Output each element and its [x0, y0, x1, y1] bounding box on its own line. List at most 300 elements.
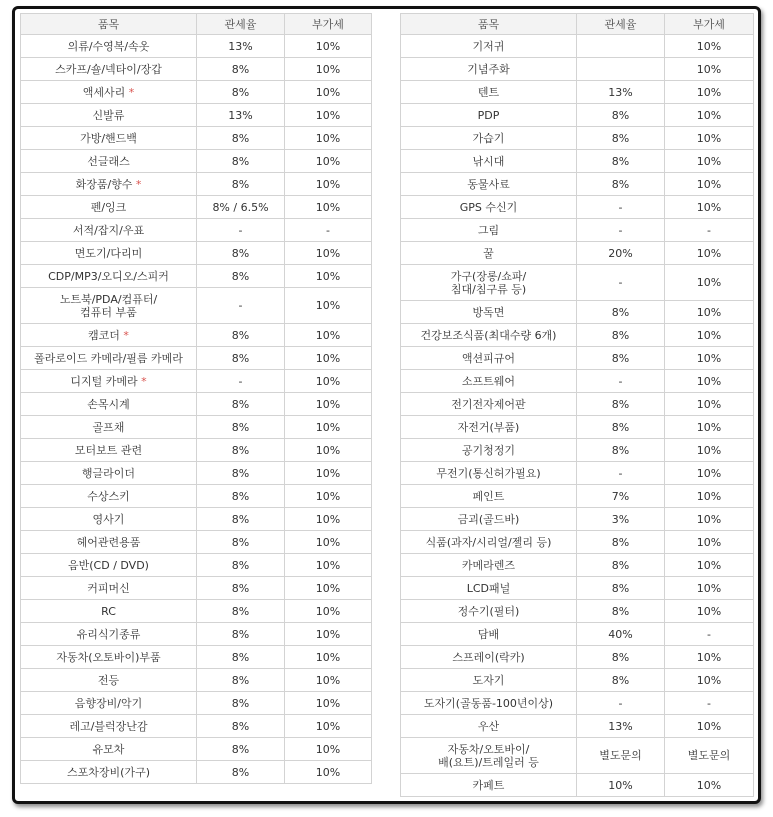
item-text: 텐트: [477, 85, 500, 99]
item-text: 그림: [477, 223, 500, 237]
table-row: [401, 462, 754, 485]
item-text: 신발류: [92, 108, 125, 122]
duty-cell: 8%: [197, 58, 285, 81]
table-row: [21, 347, 372, 370]
item-cell: [21, 600, 197, 623]
duty-cell: 8%: [577, 347, 665, 370]
item-text: 음향장비/악기: [74, 696, 143, 710]
vat-cell: 10%: [665, 554, 754, 577]
item-text: 기념주화: [467, 62, 510, 76]
table-row: [21, 554, 372, 577]
duty-cell: 13%: [197, 104, 285, 127]
vat-cell: 10%: [665, 646, 754, 669]
item-text: 자전거(부품): [457, 420, 520, 434]
tariff-table-right: [400, 13, 754, 797]
item-text: 자동차(오토바이)부품: [56, 650, 161, 664]
item-cell: [21, 127, 197, 150]
vat-cell: 10%: [665, 370, 754, 393]
item-cell: [401, 35, 577, 58]
duty-cell: 8%: [197, 81, 285, 104]
table-row: [401, 127, 754, 150]
item-text: 스포차장비(가구): [67, 765, 150, 779]
table-row: [21, 196, 372, 219]
item-cell: [401, 485, 577, 508]
vat-cell: 10%: [665, 301, 754, 324]
item-text: 스카프/숄/넥타이/장갑: [55, 62, 162, 76]
vat-cell: 10%: [285, 265, 372, 288]
table-row: [21, 393, 372, 416]
table-row: [21, 81, 372, 104]
table-row: [401, 554, 754, 577]
item-cell: [21, 531, 197, 554]
item-text: 유모차: [92, 742, 125, 756]
duty-cell: 8%: [197, 150, 285, 173]
table-row: [21, 242, 372, 265]
item-cell: [21, 439, 197, 462]
item-cell: [401, 150, 577, 173]
table-row: [21, 531, 372, 554]
vat-cell: 10%: [665, 416, 754, 439]
vat-cell: 10%: [285, 462, 372, 485]
item-cell: [21, 485, 197, 508]
item-cell: [21, 347, 197, 370]
vat-cell: -: [665, 692, 754, 715]
item-cell: [401, 715, 577, 738]
duty-cell: 20%: [577, 242, 665, 265]
item-cell: [401, 219, 577, 242]
duty-cell: 8%: [197, 600, 285, 623]
duty-cell: 8%: [197, 462, 285, 485]
item-cell: [21, 324, 197, 347]
table-row: [401, 324, 754, 347]
table-row: [21, 127, 372, 150]
duty-cell: 8%: [577, 669, 665, 692]
table-row: [401, 196, 754, 219]
duty-cell: 8%: [197, 265, 285, 288]
vat-cell: 10%: [665, 531, 754, 554]
item-text: 헤어관련용품: [76, 535, 141, 549]
vat-cell: 10%: [285, 35, 372, 58]
item-text: 침대/침구류 등): [450, 282, 527, 296]
table-row: [21, 508, 372, 531]
item-cell: [21, 58, 197, 81]
item-text: 골프채: [92, 420, 125, 434]
item-text: 카메라렌즈: [461, 558, 516, 572]
vat-cell: -: [665, 219, 754, 242]
table-row: [401, 219, 754, 242]
table-row: [21, 623, 372, 646]
item-text: 가구(장롱/쇼파/: [450, 269, 527, 283]
table-row: [21, 646, 372, 669]
item-cell: [401, 173, 577, 196]
item-text: 영사기: [92, 512, 125, 526]
duty-cell: -: [577, 370, 665, 393]
item-text: 낚시대: [472, 154, 505, 168]
vat-cell: 10%: [665, 715, 754, 738]
vat-cell: 10%: [285, 370, 372, 393]
duty-cell: -: [577, 692, 665, 715]
vat-cell: 10%: [665, 104, 754, 127]
item-text: RC: [101, 604, 116, 618]
duty-cell: 13%: [197, 35, 285, 58]
duty-cell: 8%: [577, 646, 665, 669]
duty-cell: 8%: [577, 173, 665, 196]
vat-cell: 10%: [285, 173, 372, 196]
table-row: [401, 531, 754, 554]
table-row: [401, 738, 754, 774]
vat-cell: 10%: [665, 58, 754, 81]
duty-cell: 8%: [577, 531, 665, 554]
item-cell: [21, 35, 197, 58]
duty-cell: 13%: [577, 715, 665, 738]
required-marker: *: [137, 374, 147, 388]
item-text: 우산: [477, 719, 500, 733]
table-row: [401, 774, 754, 797]
header-row: [21, 14, 372, 35]
duty-cell: 8%: [197, 508, 285, 531]
table-row: [401, 692, 754, 715]
item-text: 화장품/향수: [75, 177, 133, 191]
item-cell: [401, 669, 577, 692]
table-row: [21, 600, 372, 623]
vat-cell: 10%: [665, 669, 754, 692]
item-cell: [401, 370, 577, 393]
item-cell: [401, 81, 577, 104]
item-cell: [401, 508, 577, 531]
table-row: [21, 692, 372, 715]
table-row: [21, 370, 372, 393]
item-text: 금괴(골드바): [457, 512, 520, 526]
duty-cell: -: [577, 265, 665, 301]
item-text: CDP/MP3/오디오/스피커: [48, 269, 169, 283]
item-cell: [401, 301, 577, 324]
item-text: 캠코더: [88, 328, 120, 342]
item-text: 커피머신: [87, 581, 130, 595]
vat-cell: 10%: [285, 623, 372, 646]
item-text: 컴퓨터 부품: [80, 305, 137, 319]
vat-cell: 10%: [285, 416, 372, 439]
header-item: 품목: [401, 14, 577, 35]
table-row: [401, 393, 754, 416]
vat-cell: 10%: [665, 462, 754, 485]
vat-cell: 10%: [285, 439, 372, 462]
item-text: 페인트: [472, 489, 505, 503]
vat-cell: 10%: [665, 242, 754, 265]
table-row: [21, 577, 372, 600]
item-text: 행글라이더: [81, 466, 136, 480]
duty-cell: 8%: [197, 127, 285, 150]
duty-cell: [577, 35, 665, 58]
item-text: PDP: [477, 108, 500, 122]
vat-cell: 10%: [665, 324, 754, 347]
item-cell: [21, 462, 197, 485]
duty-cell: 8%: [197, 669, 285, 692]
vat-cell: 10%: [665, 265, 754, 301]
duty-cell: 8%: [197, 439, 285, 462]
item-text: 모터보트 관련: [74, 443, 143, 457]
table-row: [21, 715, 372, 738]
vat-cell: 10%: [285, 393, 372, 416]
vat-cell: 10%: [285, 150, 372, 173]
item-cell: [21, 738, 197, 761]
duty-cell: 8%: [197, 531, 285, 554]
item-text: 건강보조식품(최대수량 6개): [420, 328, 557, 342]
item-text: 선글래스: [87, 154, 130, 168]
header-vat: 부가세: [665, 14, 754, 35]
duty-cell: 8%: [197, 416, 285, 439]
item-text: 배(요트)/트레일러 등: [438, 755, 539, 769]
table-row: [401, 715, 754, 738]
item-cell: [401, 127, 577, 150]
duty-cell: 8%: [577, 301, 665, 324]
duty-cell: 8%: [577, 104, 665, 127]
table-row: [401, 347, 754, 370]
item-text: 도자기(골동품-100년이상): [423, 696, 554, 710]
item-cell: [21, 554, 197, 577]
required-marker: *: [132, 177, 142, 191]
item-cell: [21, 219, 197, 242]
duty-cell: 3%: [577, 508, 665, 531]
vat-cell: 10%: [665, 600, 754, 623]
vat-cell: 10%: [285, 508, 372, 531]
duty-cell: 8%: [577, 393, 665, 416]
item-text: 꿀: [483, 246, 494, 260]
table-row: [21, 104, 372, 127]
item-cell: [21, 416, 197, 439]
required-marker: *: [119, 328, 129, 342]
item-text: 방독면: [472, 305, 505, 319]
item-cell: [21, 393, 197, 416]
item-text: 스프레이(락카): [452, 650, 525, 664]
item-cell: [401, 347, 577, 370]
duty-cell: 8%: [197, 242, 285, 265]
item-cell: [21, 370, 197, 393]
table-row: [401, 439, 754, 462]
duty-cell: 13%: [577, 81, 665, 104]
vat-cell: 10%: [285, 196, 372, 219]
item-cell: [21, 669, 197, 692]
table-row: [401, 242, 754, 265]
item-text: LCD패널: [466, 581, 511, 595]
item-text: 레고/블럭장난감: [69, 719, 148, 733]
header-vat: 부가세: [285, 14, 372, 35]
item-cell: [21, 104, 197, 127]
item-text: 폴라로이드 카메라/필름 카메라: [34, 351, 183, 365]
item-cell: [401, 738, 577, 774]
table-row: [401, 58, 754, 81]
duty-cell: 8%: [197, 393, 285, 416]
table-row: [401, 669, 754, 692]
vat-cell: 별도문의: [665, 738, 754, 774]
vat-cell: -: [665, 623, 754, 646]
duty-cell: 10%: [577, 774, 665, 797]
duty-cell: 8%: [197, 485, 285, 508]
item-cell: [401, 531, 577, 554]
table-row: [401, 600, 754, 623]
header-row: [401, 14, 754, 35]
item-cell: [401, 577, 577, 600]
vat-cell: 10%: [285, 242, 372, 265]
vat-cell: -: [285, 219, 372, 242]
item-text: 기저귀: [472, 39, 505, 53]
duty-cell: 7%: [577, 485, 665, 508]
item-text: 도자기: [472, 673, 505, 687]
item-cell: [21, 646, 197, 669]
table-row: [401, 81, 754, 104]
item-text: 무전기(통신허가필요): [436, 466, 541, 480]
duty-cell: 8%: [577, 127, 665, 150]
vat-cell: 10%: [285, 324, 372, 347]
item-cell: [21, 288, 197, 324]
item-text: 펜/잉크: [90, 200, 127, 214]
item-text: 액세사리: [82, 85, 126, 99]
table-row: [21, 173, 372, 196]
item-text: 공기청정기: [461, 443, 516, 457]
duty-cell: 8%: [577, 600, 665, 623]
item-text: 자동차/오토바이/: [447, 742, 530, 756]
item-text: 식품(과자/시리얼/젤리 등): [425, 535, 552, 549]
table-row: [21, 265, 372, 288]
vat-cell: 10%: [665, 196, 754, 219]
duty-cell: -: [197, 219, 285, 242]
table-row: [401, 577, 754, 600]
item-cell: [401, 462, 577, 485]
duty-cell: 별도문의: [577, 738, 665, 774]
duty-cell: 8%: [197, 173, 285, 196]
vat-cell: 10%: [285, 81, 372, 104]
item-text: 전기전자제어판: [451, 397, 526, 411]
duty-cell: 8%: [577, 416, 665, 439]
vat-cell: 10%: [285, 600, 372, 623]
vat-cell: 10%: [285, 715, 372, 738]
item-text: 액션피규어: [461, 351, 516, 365]
vat-cell: 10%: [285, 104, 372, 127]
item-cell: [21, 265, 197, 288]
vat-cell: 10%: [665, 508, 754, 531]
item-text: 동물사료: [467, 177, 510, 191]
item-cell: [21, 173, 197, 196]
duty-cell: 8%: [197, 577, 285, 600]
item-cell: [401, 646, 577, 669]
duty-cell: 8%: [197, 761, 285, 784]
item-cell: [401, 104, 577, 127]
item-text: 음반(CD / DVD): [68, 558, 149, 572]
duty-cell: 8%: [197, 715, 285, 738]
header-item: 품목: [21, 14, 197, 35]
header-duty: 관세율: [577, 14, 665, 35]
vat-cell: 10%: [665, 173, 754, 196]
duty-cell: 8%: [577, 150, 665, 173]
item-cell: [21, 242, 197, 265]
item-cell: [21, 577, 197, 600]
item-text: 가습기: [472, 131, 505, 145]
duty-cell: 8%: [197, 692, 285, 715]
duty-cell: 8%: [577, 554, 665, 577]
table-row: [401, 265, 754, 301]
item-cell: [21, 196, 197, 219]
header-duty: 관세율: [197, 14, 285, 35]
table-row: [401, 35, 754, 58]
table-row: [21, 669, 372, 692]
item-text: 전등: [97, 673, 120, 687]
item-cell: [401, 393, 577, 416]
item-text: 담배: [477, 627, 500, 641]
item-text: 유리식기종류: [76, 627, 141, 641]
required-marker: *: [125, 85, 135, 99]
vat-cell: 10%: [665, 393, 754, 416]
item-cell: [401, 774, 577, 797]
vat-cell: 10%: [665, 485, 754, 508]
item-cell: [401, 58, 577, 81]
table-row: [21, 58, 372, 81]
vat-cell: 10%: [285, 646, 372, 669]
table-row: [401, 485, 754, 508]
duty-cell: 8%: [197, 738, 285, 761]
table-row: [401, 104, 754, 127]
item-cell: [401, 692, 577, 715]
vat-cell: 10%: [665, 439, 754, 462]
item-text: 의류/수영복/속옷: [67, 39, 150, 53]
item-cell: [21, 150, 197, 173]
duty-cell: 40%: [577, 623, 665, 646]
vat-cell: 10%: [285, 554, 372, 577]
item-text: 서적/잡지/우표: [72, 223, 145, 237]
item-text: 손목시계: [87, 397, 130, 411]
vat-cell: 10%: [285, 288, 372, 324]
table-row: [21, 288, 372, 324]
duty-cell: 8%: [197, 554, 285, 577]
item-cell: [21, 692, 197, 715]
item-cell: [21, 623, 197, 646]
item-text: 노트북/PDA/컴퓨터/: [59, 292, 158, 306]
table-row: [21, 462, 372, 485]
duty-cell: 8% / 6.5%: [197, 196, 285, 219]
vat-cell: 10%: [665, 577, 754, 600]
duty-cell: [577, 58, 665, 81]
vat-cell: 10%: [665, 150, 754, 173]
item-cell: [401, 554, 577, 577]
vat-cell: 10%: [285, 669, 372, 692]
table-row: [401, 623, 754, 646]
tariff-table-left: [20, 13, 372, 784]
duty-cell: 8%: [197, 347, 285, 370]
item-text: 면도기/다리미: [74, 246, 143, 260]
item-cell: [401, 324, 577, 347]
vat-cell: 10%: [665, 81, 754, 104]
table-row: [21, 439, 372, 462]
item-text: GPS 수신기: [459, 200, 518, 214]
table-row: [401, 646, 754, 669]
duty-cell: -: [577, 462, 665, 485]
vat-cell: 10%: [665, 35, 754, 58]
table-row: [401, 416, 754, 439]
item-cell: [401, 242, 577, 265]
table-row: [401, 150, 754, 173]
vat-cell: 10%: [285, 692, 372, 715]
item-text: 소프트웨어: [461, 374, 516, 388]
duty-cell: -: [577, 196, 665, 219]
item-cell: [21, 81, 197, 104]
table-row: [21, 324, 372, 347]
duty-cell: 8%: [577, 439, 665, 462]
item-cell: [401, 196, 577, 219]
vat-cell: 10%: [665, 347, 754, 370]
vat-cell: 10%: [285, 531, 372, 554]
item-cell: [401, 623, 577, 646]
table-row: [21, 416, 372, 439]
duty-cell: -: [197, 370, 285, 393]
duty-cell: -: [197, 288, 285, 324]
